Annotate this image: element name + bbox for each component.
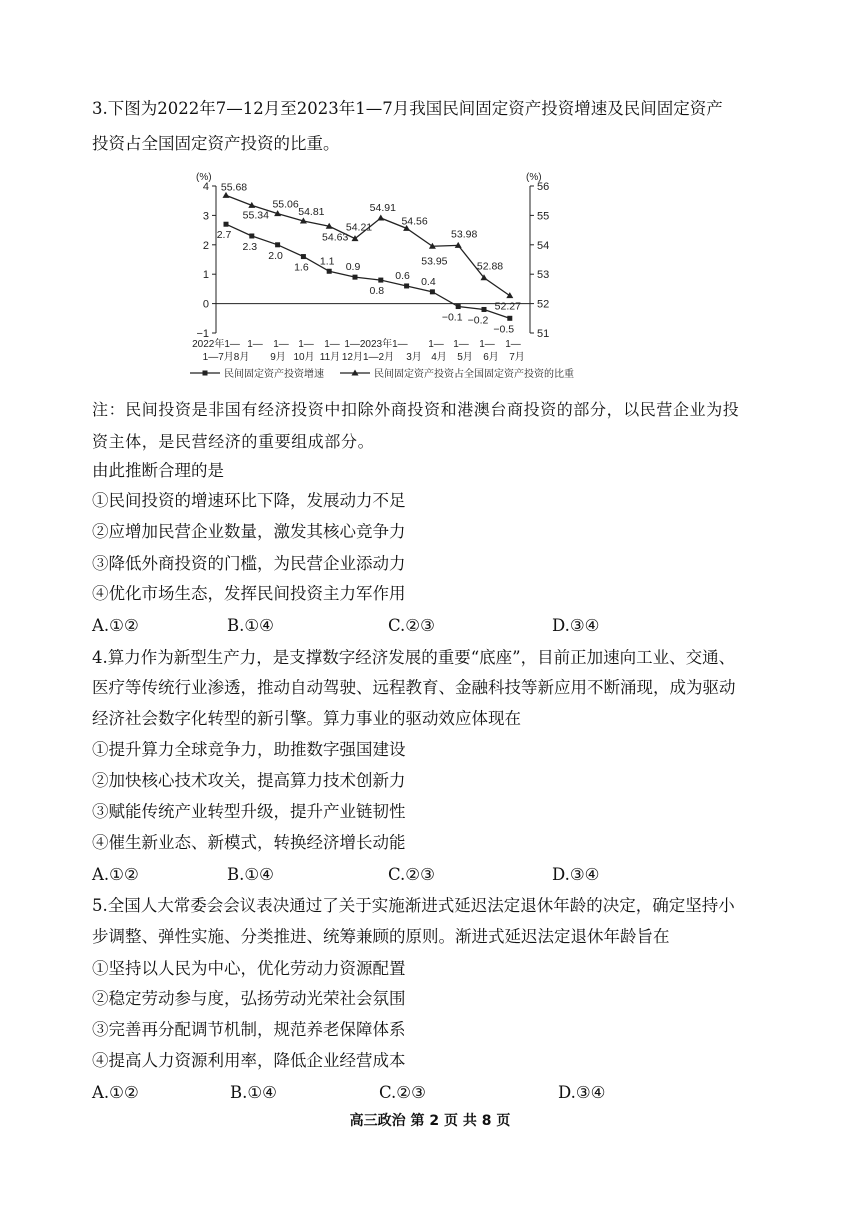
share-data-label: 55.06 bbox=[272, 198, 299, 211]
share-data-label: 53.98 bbox=[451, 228, 478, 241]
q3-note-line1: 注：民间投资是非国有经济投资中扣除外商投资和港澳台商投资的部分，以民营企业为投 bbox=[92, 400, 740, 419]
right-tick-label: 54 bbox=[537, 239, 550, 252]
q5-option-a[interactable]: A.①② bbox=[92, 1083, 139, 1102]
right-tick-label: 52 bbox=[537, 298, 550, 311]
growth-data-label: 0.6 bbox=[395, 269, 410, 282]
q4-item-3: ③赋能传统产业转型升级，提升产业链韧性 bbox=[92, 802, 406, 821]
q4-stem-line3: 经济社会数字化转型的新引擎。算力事业的驱动效应体现在 bbox=[92, 709, 521, 728]
category-label-top: 1— bbox=[298, 339, 314, 350]
q3-option-d[interactable]: D.③④ bbox=[552, 616, 600, 635]
right-tick-label: 56 bbox=[537, 181, 550, 193]
q5-option-d[interactable]: D.③④ bbox=[558, 1083, 606, 1102]
q5-option-b[interactable]: B.①④ bbox=[230, 1083, 277, 1102]
q4-stem-line1: 4.算力作为新型生产力，是支撑数字经济发展的重要“底座”，目前正加速向工业、交通、 bbox=[92, 648, 736, 667]
q5-stem-line1: 5.全国人大常委会会议表决通过了关于实施渐进式延迟法定退休年龄的决定，确定坚持小 bbox=[92, 896, 735, 915]
category-label-bottom: 1—7月8月 bbox=[202, 352, 250, 363]
growth-point bbox=[482, 307, 487, 312]
right-tick-label: 55 bbox=[537, 210, 550, 223]
category-label-bottom: 4月 bbox=[431, 352, 447, 363]
page-footer: 高三政治 第 2 页 共 8 页 bbox=[349, 1113, 511, 1129]
q5-option-c[interactable]: C.②③ bbox=[379, 1083, 426, 1102]
category-label-top: 1— bbox=[324, 339, 340, 350]
legend-label-growth: 民间固定资产投资增速 bbox=[224, 369, 324, 380]
investment-chart bbox=[180, 168, 600, 388]
growth-point bbox=[327, 269, 332, 274]
q3-option-a[interactable]: A.①② bbox=[92, 616, 139, 635]
category-label-bottom: 3月 bbox=[406, 352, 422, 363]
growth-data-label: 2.7 bbox=[216, 229, 232, 242]
q5-item-4: ④提高人力资源利用率，降低企业经营成本 bbox=[92, 1051, 406, 1070]
q4-option-c[interactable]: C.②③ bbox=[388, 865, 435, 884]
right-tick-label: 51 bbox=[537, 328, 550, 340]
q3-stem-line1: 3.下图为2022年7—12月至2023年1—7月我国民间固定资产投资增速及民间固定资产 bbox=[92, 99, 723, 118]
right-axis-unit: (%) bbox=[526, 172, 542, 183]
q4-option-b[interactable]: B.①④ bbox=[227, 865, 274, 884]
category-label-bottom: 11月 bbox=[319, 352, 341, 363]
category-label-bottom: 12月1—2月 bbox=[341, 352, 395, 363]
q5-options bbox=[92, 1082, 792, 1104]
category-label-bottom: 5月 bbox=[457, 352, 473, 363]
q3-options bbox=[92, 615, 792, 637]
q3-option-c[interactable]: C.②③ bbox=[388, 616, 435, 635]
left-axis-unit: (%) bbox=[196, 172, 212, 183]
growth-data-label: 2.3 bbox=[242, 240, 258, 253]
share-data-label: 52.27 bbox=[494, 300, 521, 313]
share-data-label: 52.88 bbox=[476, 260, 504, 273]
growth-data-label: 1.6 bbox=[294, 261, 309, 274]
category-label-top: 1— bbox=[479, 339, 495, 350]
category-label-bottom: 10月 bbox=[293, 352, 315, 363]
category-label-bottom: 9月 bbox=[270, 352, 286, 363]
share-point bbox=[377, 215, 384, 221]
left-tick-label: 1 bbox=[202, 269, 209, 282]
category-label-top: 1— bbox=[453, 339, 469, 350]
q3-item-1: ①民间投资的增速环比下降，发展动力不足 bbox=[92, 491, 406, 510]
left-tick-label: 4 bbox=[202, 181, 209, 193]
q5-item-2: ②稳定劳动参与度，弘扬劳动光荣社会氛围 bbox=[92, 989, 406, 1008]
right-tick-label: 53 bbox=[537, 269, 550, 282]
q4-stem-line2: 医疗等传统行业渗透，推动自动驾驶、远程教育、金融科技等新应用不断涌现，成为驱动 bbox=[92, 678, 736, 697]
share-data-label: 54.91 bbox=[369, 202, 396, 215]
q3-prompt: 由此推断合理的是 bbox=[92, 461, 224, 480]
growth-point bbox=[378, 278, 383, 283]
growth-data-label: −0.2 bbox=[467, 314, 489, 327]
share-data-label: 54.56 bbox=[401, 215, 428, 228]
category-label-top: 1— bbox=[273, 339, 289, 350]
left-tick-label: 0 bbox=[202, 298, 209, 311]
q5-item-3: ③完善再分配调节机制，规范养老保障体系 bbox=[92, 1020, 406, 1039]
q4-option-a[interactable]: A.①② bbox=[92, 865, 139, 884]
share-data-label: 55.68 bbox=[220, 181, 248, 194]
growth-data-label: 1.1 bbox=[319, 255, 335, 268]
left-tick-label: −1 bbox=[196, 328, 209, 340]
q3-option-b[interactable]: B.①④ bbox=[227, 616, 274, 635]
growth-point bbox=[404, 283, 409, 288]
category-label-bottom: 7月 bbox=[509, 352, 525, 363]
q4-option-d[interactable]: D.③④ bbox=[552, 865, 600, 884]
share-data-label: 54.81 bbox=[298, 205, 325, 218]
share-data-label: 53.95 bbox=[421, 255, 448, 268]
q3-stem-line2: 投资占全国固定资产投资的比重。 bbox=[92, 134, 340, 153]
q5-stem-line2: 步调整、弹性实施、分类推进、统筹兼顾的原则。渐进式延迟法定退休年龄旨在 bbox=[92, 927, 670, 946]
category-label-top: 1— bbox=[428, 339, 444, 350]
q3-item-4: ④优化市场生态，发挥民间投资主力军作用 bbox=[92, 584, 406, 603]
share-point bbox=[506, 292, 513, 298]
growth-point bbox=[301, 254, 306, 259]
left-tick-label: 2 bbox=[202, 239, 209, 252]
growth-point bbox=[456, 304, 461, 309]
growth-data-label: −0.5 bbox=[493, 323, 515, 336]
category-label-top: 1—2023年1— bbox=[344, 339, 408, 350]
category-label-top: 1— bbox=[247, 339, 263, 350]
share-data-label: 55.34 bbox=[242, 209, 269, 222]
q3-item-3: ③降低外商投资的门槛，为民营企业添动力 bbox=[92, 554, 406, 573]
category-label-bottom: 6月 bbox=[483, 352, 499, 363]
growth-point bbox=[275, 242, 280, 247]
legend-marker-growth bbox=[203, 371, 208, 376]
legend-label-share: 民间固定资产投资占全国固定资产投资的比重 bbox=[374, 369, 574, 380]
growth-point bbox=[353, 275, 358, 280]
q4-item-1: ①提升算力全球竞争力，助推数字强国建设 bbox=[92, 740, 406, 759]
q5-item-1: ①坚持以人民为中心，优化劳动力资源配置 bbox=[92, 959, 406, 978]
category-label-top: 2022年1— bbox=[192, 339, 240, 350]
growth-data-label: 0.9 bbox=[345, 261, 361, 274]
share-data-label: 54.63 bbox=[322, 231, 349, 244]
growth-point bbox=[224, 222, 229, 227]
growth-data-label: 2.0 bbox=[268, 249, 283, 262]
q4-options bbox=[92, 864, 792, 886]
growth-point bbox=[249, 233, 254, 238]
growth-data-label: 0.8 bbox=[369, 285, 385, 298]
q3-item-2: ②应增加民营企业数量，激发其核心竞争力 bbox=[92, 522, 406, 541]
category-label-top: 1— bbox=[505, 339, 521, 350]
growth-point bbox=[430, 289, 435, 294]
q3-note-line2: 资主体，是民营经济的重要组成部分。 bbox=[92, 432, 375, 451]
q4-item-2: ②加快核心技术攻关，提高算力技术创新力 bbox=[92, 771, 406, 790]
q4-item-4: ④催生新业态、新模式，转换经济增长动能 bbox=[92, 833, 406, 852]
share-data-label: 54.21 bbox=[345, 221, 373, 234]
growth-data-label: −0.1 bbox=[441, 311, 463, 324]
left-tick-label: 3 bbox=[202, 210, 209, 223]
growth-point bbox=[507, 316, 512, 321]
growth-data-label: 0.4 bbox=[421, 275, 436, 288]
